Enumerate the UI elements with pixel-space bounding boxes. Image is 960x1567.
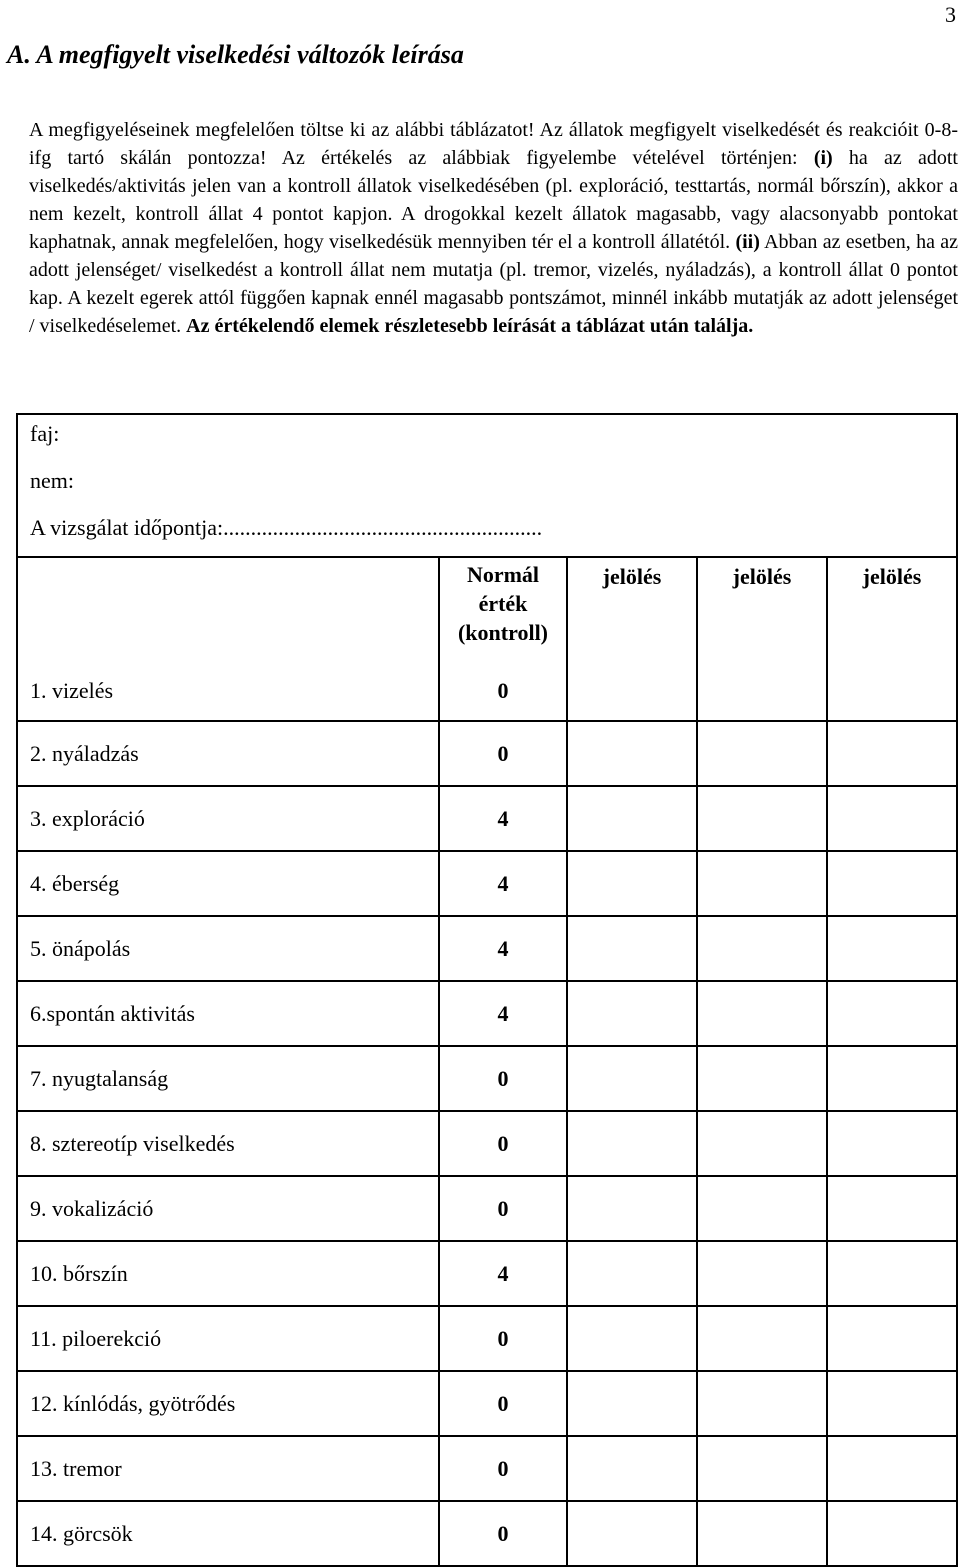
mark-cell-2[interactable] <box>697 1501 827 1566</box>
mark-cell-3[interactable] <box>827 851 957 916</box>
header-normal-line-2: érték <box>478 591 528 616</box>
table-row <box>17 786 957 851</box>
item-label: 7. nyugtalanság <box>17 1046 439 1111</box>
mark-cell-2[interactable] <box>697 851 827 916</box>
mark-cell-2[interactable] <box>697 1241 827 1306</box>
observation-table <box>16 413 958 1567</box>
mark-cell-3[interactable] <box>827 1046 957 1111</box>
page-number: 3 <box>945 2 956 27</box>
sex-field[interactable]: nem: <box>30 468 74 493</box>
mark-cell-3[interactable] <box>827 1111 957 1176</box>
item-label: 1. vizelés <box>17 662 439 721</box>
mark-cell-2[interactable] <box>697 1436 827 1501</box>
instructions-paragraph <box>29 116 958 340</box>
item-label: 3. exploráció <box>17 786 439 851</box>
mark-cell-3[interactable] <box>827 1436 957 1501</box>
item-normal-value: 4 <box>439 786 567 851</box>
table-row <box>17 1371 957 1436</box>
species-field[interactable]: faj: <box>30 421 60 446</box>
item-label: 5. önápolás <box>17 916 439 981</box>
mark-cell-1[interactable] <box>567 721 697 786</box>
mark-cell-3[interactable] <box>827 1306 957 1371</box>
mark-cell-1[interactable] <box>567 1436 697 1501</box>
item-normal-value: 4 <box>439 981 567 1046</box>
mark-cell-2[interactable] <box>697 916 827 981</box>
mark-cell-3[interactable] <box>827 916 957 981</box>
mark-cell-2[interactable] <box>697 721 827 786</box>
mark-cell-3[interactable] <box>827 662 957 721</box>
table-row <box>17 662 957 721</box>
mark-cell-3[interactable] <box>827 981 957 1046</box>
instructions-marker-i: (i) <box>813 147 833 169</box>
item-label: 14. görcsök <box>17 1501 439 1566</box>
mark-cell-1[interactable] <box>567 1371 697 1436</box>
item-label: 8. sztereotíp viselkedés <box>17 1111 439 1176</box>
item-label: 11. piloerekció <box>17 1306 439 1371</box>
table-row <box>17 1306 957 1371</box>
mark-cell-1[interactable] <box>567 662 697 721</box>
table-row <box>17 981 957 1046</box>
mark-cell-1[interactable] <box>567 1046 697 1111</box>
table-row <box>17 916 957 981</box>
item-normal-value: 0 <box>439 662 567 721</box>
header-normal-line-1: Normál <box>466 562 540 587</box>
item-normal-value: 0 <box>439 1436 567 1501</box>
item-normal-value: 0 <box>439 721 567 786</box>
mark-cell-3[interactable] <box>827 1501 957 1566</box>
table-row <box>17 1501 957 1566</box>
item-normal-value: 4 <box>439 916 567 981</box>
table-row <box>17 1111 957 1176</box>
mark-cell-2[interactable] <box>697 1111 827 1176</box>
item-normal-value: 0 <box>439 1176 567 1241</box>
table-row <box>17 721 957 786</box>
item-label: 12. kínlódás, gyötrődés <box>17 1371 439 1436</box>
mark-cell-1[interactable] <box>567 916 697 981</box>
mark-cell-1[interactable] <box>567 981 697 1046</box>
header-mark-2: jelölés <box>697 557 827 662</box>
section-title: A. A megfigyelt viselkedési változók leírása <box>7 40 464 69</box>
item-normal-value: 0 <box>439 1111 567 1176</box>
item-normal-value: 4 <box>439 851 567 916</box>
table-row <box>17 1176 957 1241</box>
mark-cell-1[interactable] <box>567 786 697 851</box>
mark-cell-2[interactable] <box>697 1371 827 1436</box>
mark-cell-2[interactable] <box>697 1176 827 1241</box>
mark-cell-1[interactable] <box>567 1501 697 1566</box>
header-normal-value <box>439 557 567 662</box>
table-row <box>17 1436 957 1501</box>
item-label: 9. vokalizáció <box>17 1176 439 1241</box>
instructions-text-3: Abban az esetben, ha az adott jelenséget/ viselkedést a kontroll állat nem mutatja (pl. tremor, vizelés, nyáladzás), a kontroll állat 0 pontot kap. A kezelt egerek attól függően kapnak ennél magasabb pontszámot, minnél inkább mutatják az adott jelenséget / viselkedéselemet. <box>29 231 959 337</box>
header-mark-1: jelölés <box>567 557 697 662</box>
header-empty-cell <box>17 557 439 662</box>
item-label: 6.spontán aktivitás <box>17 981 439 1046</box>
mark-cell-3[interactable] <box>827 1241 957 1306</box>
table-row <box>17 1241 957 1306</box>
item-normal-value: 4 <box>439 1241 567 1306</box>
mark-cell-1[interactable] <box>567 1176 697 1241</box>
mark-cell-1[interactable] <box>567 1306 697 1371</box>
item-label: 4. éberség <box>17 851 439 916</box>
instructions-text-2: ha az adott viselkedés/aktivitás jelen van a kontroll állatok viselkedésében (pl. exploráció, testtartás, normál bőrszín), akkor a nem kezelt, kontroll állat 4 pontot kapjon. A drogokkal kezelt állatok magasabb, vagy alacsonyabb pontokat kaphatnak, annak megfelelően, hogy viselkedésük mennyiben tér el a kontroll állatétól. <box>29 147 958 253</box>
table-row <box>17 851 957 916</box>
header-mark-3: jelölés <box>827 557 957 662</box>
item-normal-value: 0 <box>439 1306 567 1371</box>
mark-cell-1[interactable] <box>567 851 697 916</box>
item-label: 10. bőrszín <box>17 1241 439 1306</box>
mark-cell-1[interactable] <box>567 1111 697 1176</box>
item-label: 13. tremor <box>17 1436 439 1501</box>
mark-cell-3[interactable] <box>827 786 957 851</box>
item-label: 2. nyáladzás <box>17 721 439 786</box>
instructions-text-1: A megfigyeléseinek megfelelően töltse ki az alábbi táblázatot! Az állatok megfigyelt viselkedését és reakcióit 0-8-ifg tartó skálán pontozza! Az értékelés az alábbiak figyelembe vételével történjen: <box>29 119 958 169</box>
mark-cell-3[interactable] <box>827 721 957 786</box>
date-field[interactable]: A vizsgálat időpontja:.......................................................... <box>30 515 543 540</box>
table-row <box>17 1046 957 1111</box>
item-normal-value: 0 <box>439 1501 567 1566</box>
mark-cell-3[interactable] <box>827 1176 957 1241</box>
subject-info-cell <box>17 414 957 557</box>
item-normal-value: 0 <box>439 1046 567 1111</box>
mark-cell-2[interactable] <box>697 662 827 721</box>
mark-cell-2[interactable] <box>697 981 827 1046</box>
mark-cell-3[interactable] <box>827 1371 957 1436</box>
mark-cell-2[interactable] <box>697 1046 827 1111</box>
mark-cell-2[interactable] <box>697 786 827 851</box>
mark-cell-1[interactable] <box>567 1241 697 1306</box>
instructions-marker-ii: (ii) <box>735 231 760 253</box>
mark-cell-2[interactable] <box>697 1306 827 1371</box>
item-normal-value: 0 <box>439 1371 567 1436</box>
instructions-bold-note: Az értékelendő elemek részletesebb leírását a táblázat után találja. <box>186 315 754 337</box>
header-normal-line-3: (kontroll) <box>457 620 549 645</box>
